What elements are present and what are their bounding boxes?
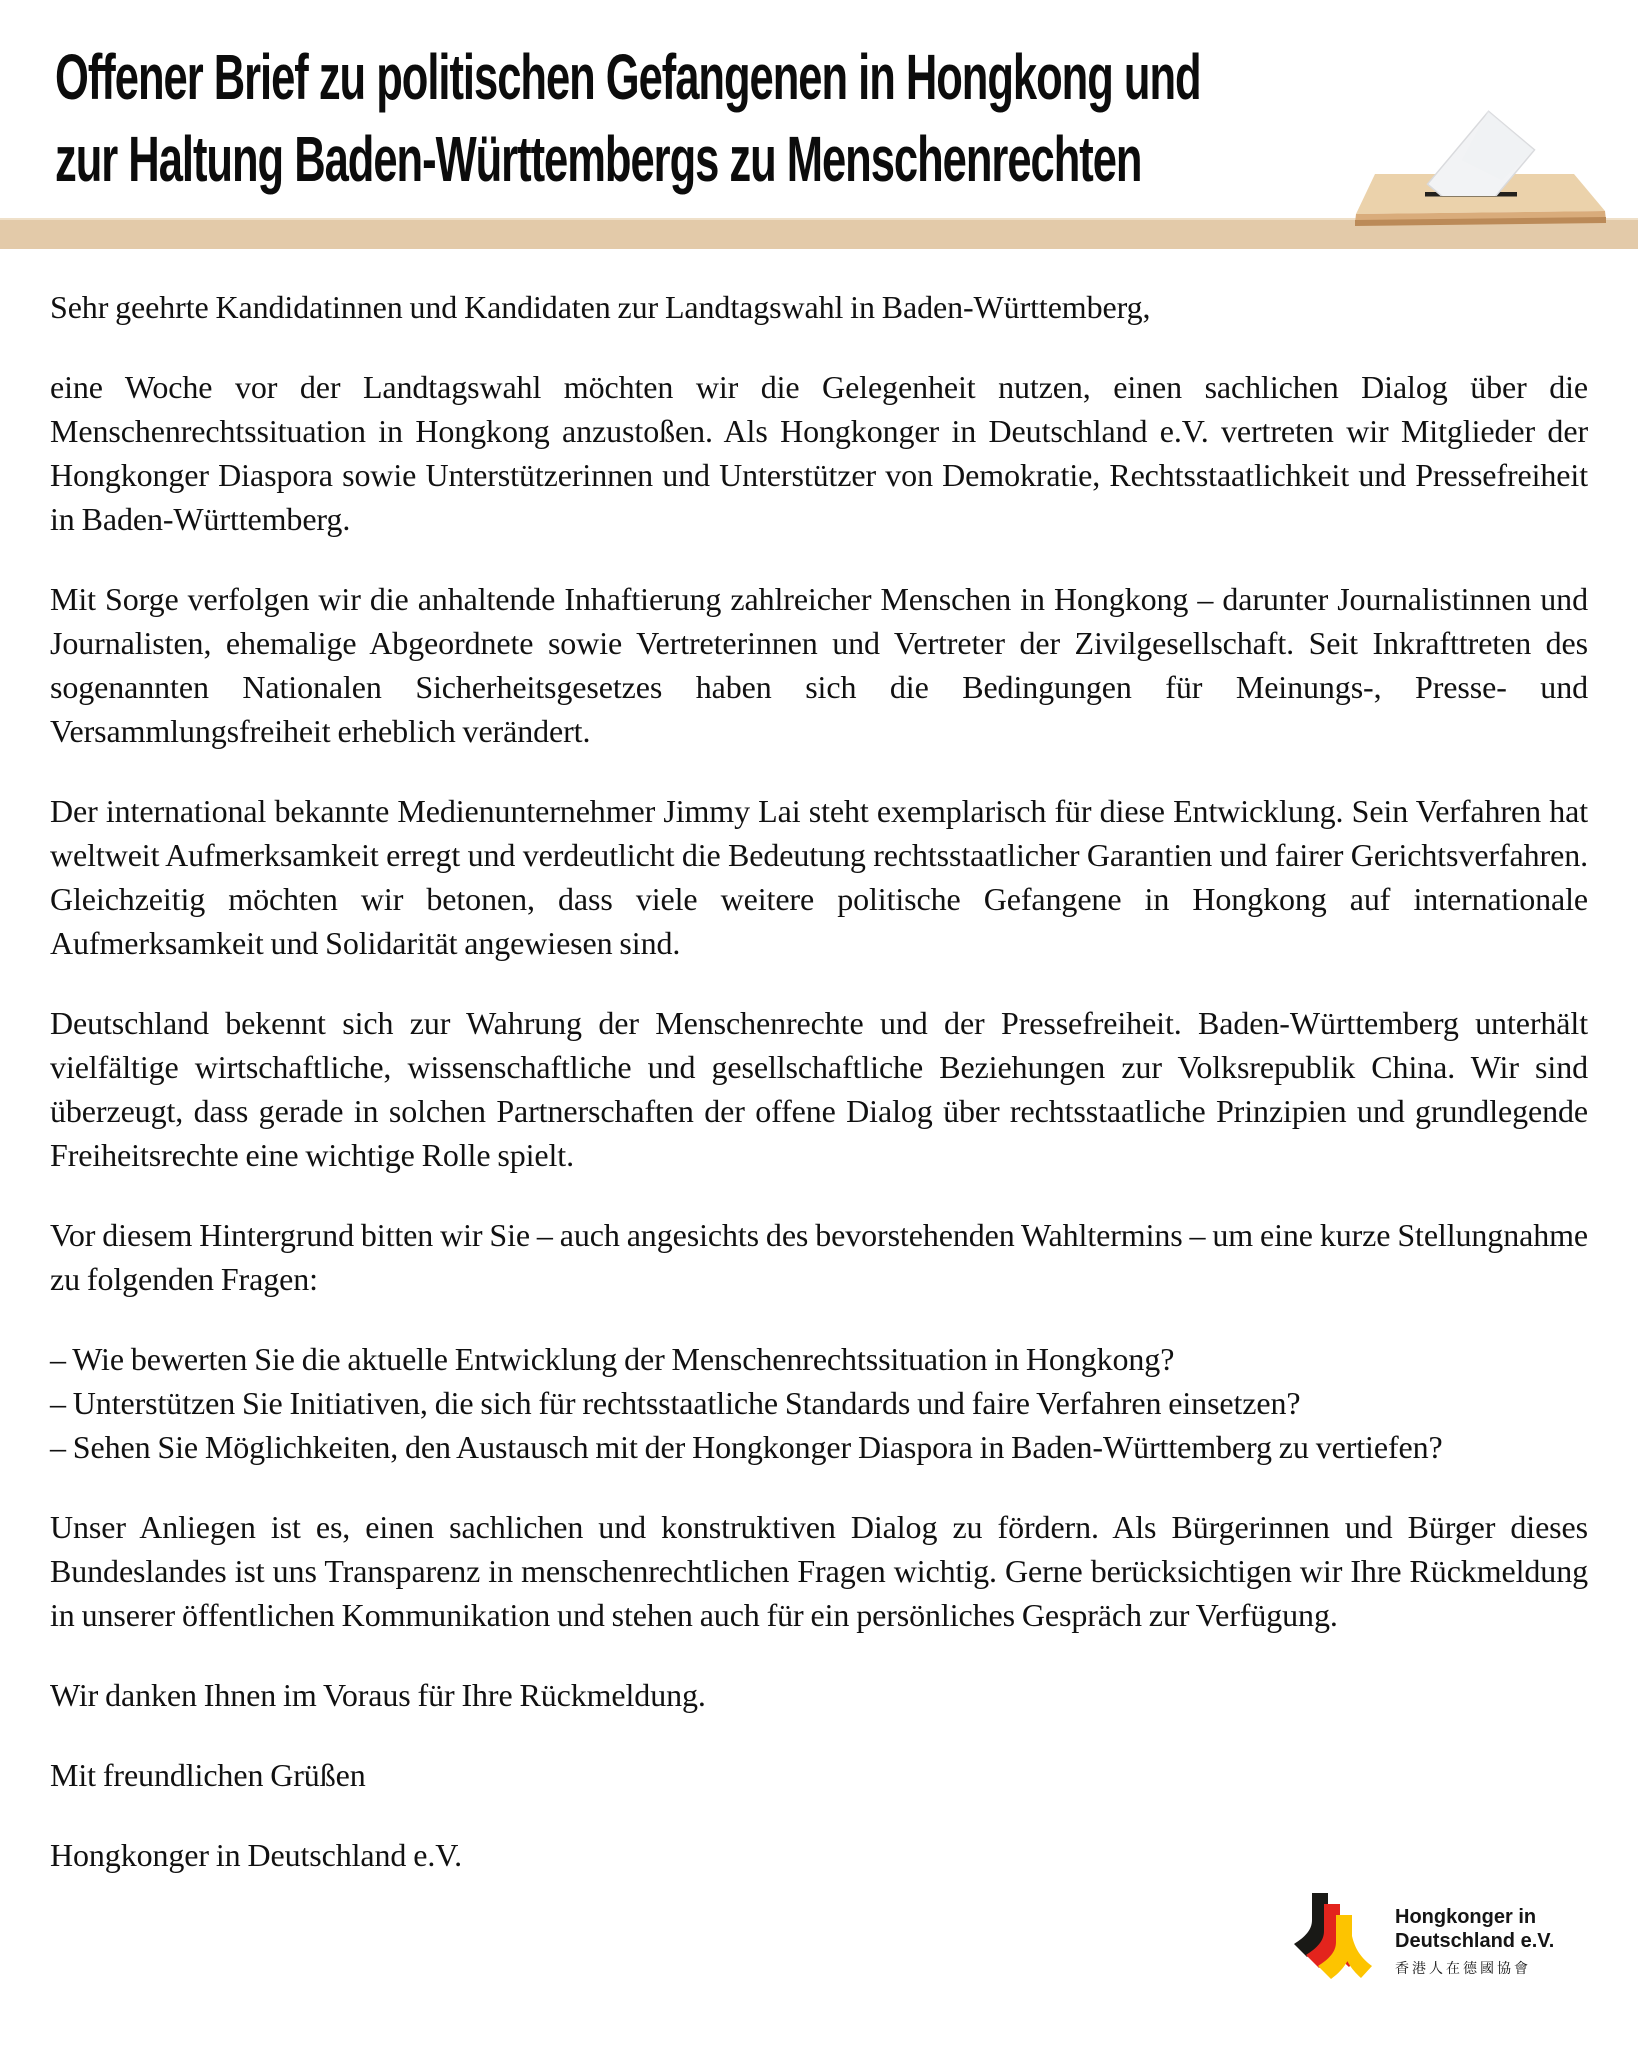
paragraph-concern: Mit Sorge verfolgen wir die anhaltende Inhaftierung zahlreicher Menschen in Hongkong – darunter Journalistinnen und Journalisten, ehemalige Abgeordnete sowie Vertreterinnen und Vertreter der Zivilgesellschaft. Seit Inkrafttreten des sogenannten Nationalen Sicherheitsgesetzes haben sich die Bedingungen für Meinungs-, Presse- und Versammlungsfreiheit erheblich verändert. — [50, 581, 1588, 749]
logo-text — [1395, 1905, 1554, 1977]
question-item-2: – Unterstützen Sie Initiativen, die sich für rechtsstaatliche Standards und faire Verfahren einsetzen? — [50, 1385, 1301, 1421]
letter-body — [50, 285, 1588, 1913]
signature: Hongkonger in Deutschland e.V. — [50, 1837, 463, 1873]
letter-title — [55, 36, 1638, 200]
logo-name-line1: Hongkonger in — [1395, 1906, 1537, 1928]
letter-title-line-2: zur Haltung Baden-Württembergs zu Menschenrechten — [55, 123, 1142, 195]
logo-mark-icon — [1290, 1893, 1378, 1989]
paragraph-jimmy-lai: Der international bekannte Medienunternehmer Jimmy Lai steht exemplarisch für diese Entwicklung. Sein Verfahren hat weltweit Aufmerksamkeit erregt und verdeutlicht die Bedeutung rechtsstaatlicher Garantien und fairer Gerichtsverfahren. Gleichzeitig möchten wir betonen, dass viele weitere politische Gefangene in Hongkong auf internationale Aufmerksamkeit und Solidarität angewiesen sind. — [50, 793, 1588, 961]
paragraph-intro: eine Woche vor der Landtagswahl möchten wir die Gelegenheit nutzen, einen sachlichen Dialog über die Menschenrechtssituation in Hongkong anzustoßen. Als Hongkonger in Deutschland e.V. vertreten wir Mitglieder der Hongkonger Diaspora sowie Unterstützerinnen und Unterstützer von Demokratie, Rechtsstaatlichkeit und Pressefreiheit in Baden-Württemberg. — [50, 369, 1588, 537]
valediction: Mit freundlichen Grüßen — [50, 1757, 366, 1793]
greeting: Sehr geehrte Kandidatinnen und Kandidaten zur Landtagswahl in Baden-Württemberg, — [50, 289, 1151, 325]
question-item-3: – Sehen Sie Möglichkeiten, den Austausch mit der Hongkonger Diaspora in Baden-Württemberg zu vertiefen? — [50, 1429, 1443, 1465]
logo-name-line2: Deutschland e.V. — [1395, 1930, 1555, 1952]
paragraph-germany: Deutschland bekennt sich zur Wahrung der Menschenrechte und der Pressefreiheit. Baden-Württemberg unterhält vielfältige wirtschaftliche, wissenschaftliche und gesellschaftliche Beziehungen zur Volksrepublik China. Wir sind überzeugt, dass gerade in solchen Partnerschaften der offene Dialog über rechtsstaatliche Prinzipien und grundlegende Freiheitsrechte eine wichtige Rolle spielt. — [50, 1005, 1588, 1173]
paragraph-request: Vor diesem Hintergrund bitten wir Sie – auch angesichts des bevorstehenden Wahltermins – um eine kurze Stellungnahme zu folgenden Fragen: — [50, 1217, 1588, 1297]
question-item-1: – Wie bewerten Sie die aktuelle Entwicklung der Menschenrechtssituation in Hongkong? — [50, 1341, 1175, 1377]
org-logo — [1290, 1893, 1554, 1989]
thanks-line: Wir danken Ihnen im Voraus für Ihre Rückmeldung. — [50, 1677, 706, 1713]
questions-list — [50, 1337, 1588, 1469]
paragraph-closing: Unser Anliegen ist es, einen sachlichen und konstruktiven Dialog zu fördern. Als Bürgerinnen und Bürger dieses Bundeslandes ist uns Transparenz in menschenrechtlichen Fragen wichtig. Gerne berücksichtigen wir Ihre Rückmeldung in unserer öffentlichen Kommunikation und stehen auch für ein persönliches Gespräch zur Verfügung. — [50, 1509, 1588, 1633]
logo-name-chinese: 香港人在德國協會 — [1395, 1960, 1531, 1976]
letter-title-line-1: Offener Brief zu politischen Gefangenen in Hongkong und — [55, 41, 1201, 113]
